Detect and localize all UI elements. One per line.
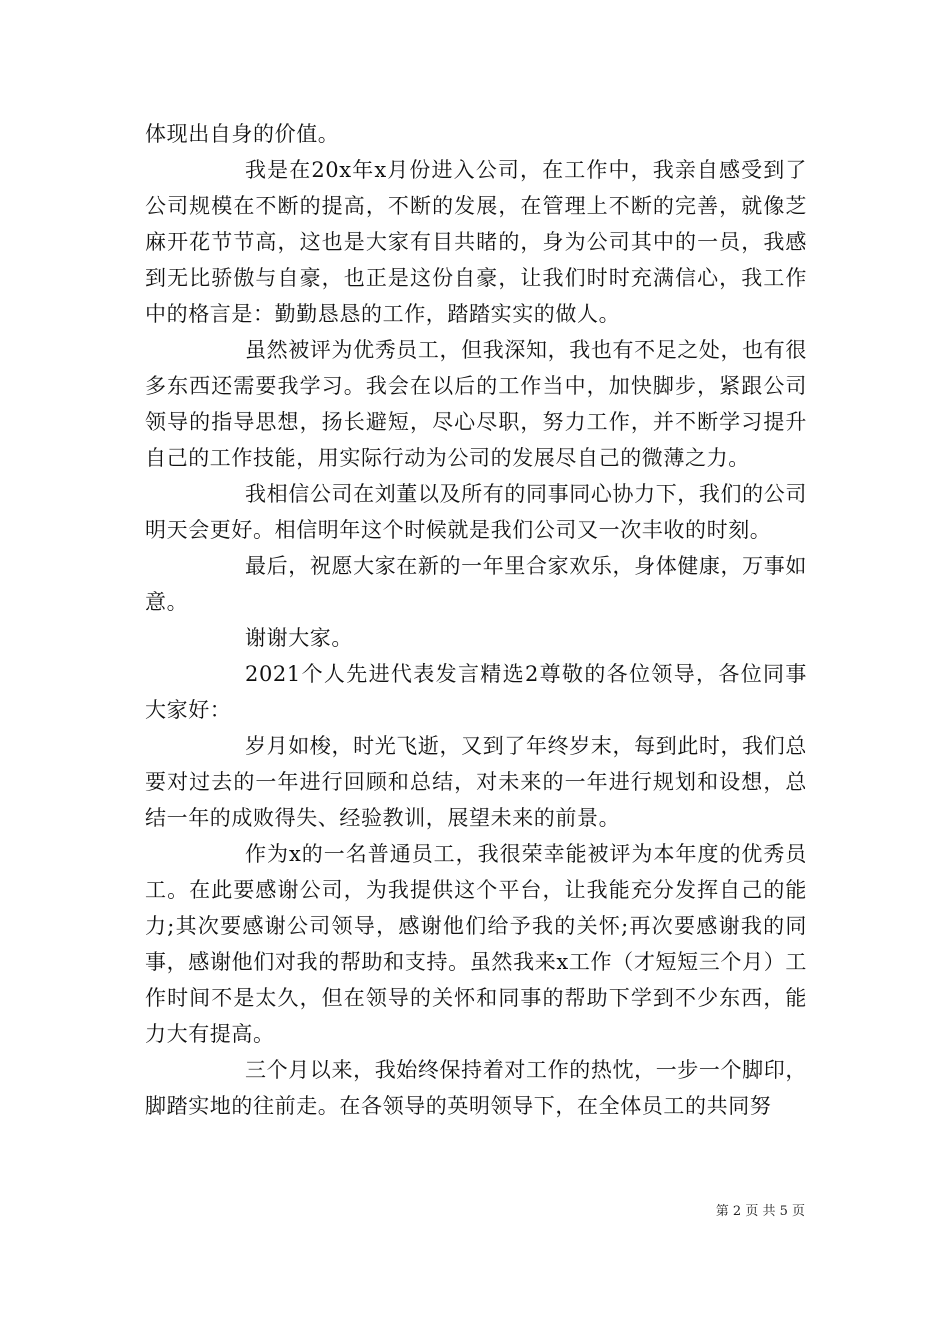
paragraph-6: 谢谢大家。: [245, 626, 353, 650]
paragraph-9: 作为x的一名普通员工，我很荣幸能被评为本年度的优秀员工。在此要感谢公司，为我提供这个平台，让我能充分发挥自己的能力;其次要感谢公司领导，感谢他们给予我的关怀;再次要感谢我的同事，感谢他们对我的帮助和支持。虽然我来x工作（才短短三个月）工作时间不是太久，但在领导的关怀和同事的帮助下学到不少东西，能力大有提高。: [145, 842, 807, 1046]
paragraph-7: 2021个人先进代表发言精选2尊敬的各位领导，各位同事大家好：: [145, 662, 807, 722]
paragraph-4: 我相信公司在刘董以及所有的同事同心协力下，我们的公司明天会更好。相信明年这个时候就是我们公司又一次丰收的时刻。: [145, 482, 807, 542]
paragraph-3: 虽然被评为优秀员工，但我深知，我也有不足之处，也有很多东西还需要我学习。我会在以后的工作当中，加快脚步，紧跟公司领导的指导思想，扬长避短，尽心尽职，努力工作，并不断学习提升自己的工作技能，用实际行动为公司的发展尽自己的微薄之力。: [145, 338, 807, 470]
paragraph-8: 岁月如梭，时光飞逝，又到了年终岁末，每到此时，我们总要对过去的一年进行回顾和总结，对未来的一年进行规划和设想，总结一年的成败得失、经验教训，展望未来的前景。: [145, 734, 807, 830]
paragraph-5: 最后，祝愿大家在新的一年里合家欢乐，身体健康，万事如意。: [145, 554, 807, 614]
paragraph-1: 体现出自身的价值。: [145, 122, 340, 146]
paragraph-10: 三个月以来，我始终保持着对工作的热忱，一步一个脚印，脚踏实地的往前走。在各领导的英明领导下，在全体员工的共同努: [145, 1058, 807, 1118]
document-body: [145, 116, 807, 1124]
paragraph-2: 我是在20x年x月份进入公司，在工作中，我亲自感受到了公司规模在不断的提高，不断的发展，在管理上不断的完善，就像芝麻开花节节高，这也是大家有目共睹的，身为公司其中的一员，我感到无比骄傲与自豪，也正是这份自豪，让我们时时充满信心，我工作中的格言是：勤勤恳恳的工作，踏踏实实的做人。: [145, 158, 807, 326]
page-number: 第 2 页 共 5 页: [715, 1204, 805, 1219]
